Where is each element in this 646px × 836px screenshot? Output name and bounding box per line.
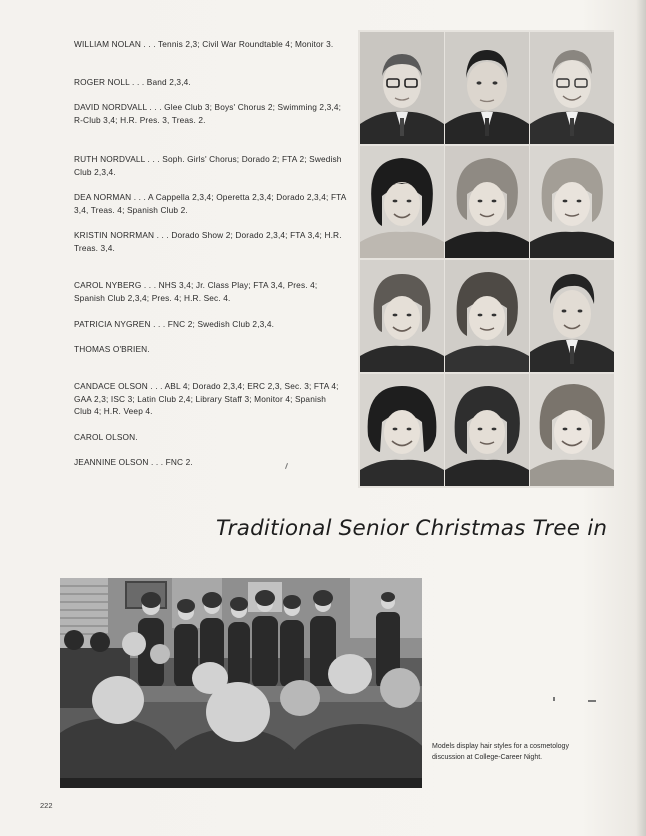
entry-david-nordvall: DAVID NORDVALL . . . Glee Club 3; Boys' Chorus 2; Swimming 2,3,4; R-Club 3,4; H.R. Pres. 3, Treas. 2. bbox=[74, 102, 342, 125]
portrait-photo bbox=[445, 32, 529, 144]
portrait-photo bbox=[360, 146, 444, 258]
entry-candace-olson: CANDACE OLSON . . . ABL 4; Dorado 2,3,4; ERC 2,3, Sec. 3; FTA 4; GAA 2,3; ISC 3; Latin Club 2,4; Library Staff 3; Monitor 4; Spanish Club 4; H.R. Veep 4. bbox=[74, 381, 339, 417]
portrait-photo bbox=[445, 374, 529, 486]
candid-photo bbox=[60, 578, 422, 788]
portrait-photo bbox=[360, 374, 444, 486]
portrait-photo bbox=[445, 260, 529, 372]
entry-william-nolan: WILLIAM NOLAN . . . Tennis 2,3; Civil War Roundtable 4; Monitor 3. bbox=[74, 39, 334, 49]
print-speck bbox=[588, 700, 596, 702]
entry-carol-olson: CAROL OLSON. bbox=[74, 432, 138, 442]
entry-dea-norman: DEA NORMAN . . . A Cappella 2,3,4; Operetta 2,3,4; Dorado 2,3,4; FTA 3,4, Treas. 4; Spanish Club 2. bbox=[74, 192, 346, 215]
binding-shadow bbox=[636, 0, 646, 836]
portrait-photo bbox=[530, 32, 614, 144]
page-number: 222 bbox=[40, 801, 53, 810]
portrait-grid bbox=[358, 30, 614, 488]
entry-kristin-norrman: KRISTIN NORRMAN . . . Dorado Show 2; Dorado 2,3,4; FTA 3,4; H.R. Treas. 3,4. bbox=[74, 230, 342, 253]
photo-caption: Models display hair styles for a cosmetology discussion at College-Career Night. bbox=[432, 743, 569, 761]
entry-roger-noll: ROGER NOLL . . . Band 2,3,4. bbox=[74, 77, 191, 87]
section-headline: Traditional Senior Christmas Tree in bbox=[216, 516, 608, 541]
portrait-photo bbox=[530, 146, 614, 258]
portrait-photo bbox=[530, 260, 614, 372]
entry-carol-nyberg: CAROL NYBERG . . . NHS 3,4; Jr. Class Play; FTA 3,4, Pres. 4; Spanish Club 2,3,4; Pres. 4; H.R. Sec. 4. bbox=[74, 280, 318, 303]
portrait-photo bbox=[360, 32, 444, 144]
portrait-photo bbox=[530, 374, 614, 486]
entry-jeannine-olson: JEANNINE OLSON . . . FNC 2. bbox=[74, 457, 193, 467]
portrait-photo bbox=[445, 146, 529, 258]
portrait-photo bbox=[360, 260, 444, 372]
entry-thomas-obrien: THOMAS O'BRIEN. bbox=[74, 344, 150, 354]
entry-patricia-nygren: PATRICIA NYGREN . . . FNC 2; Swedish Club 2,3,4. bbox=[74, 319, 275, 329]
print-speck bbox=[553, 697, 555, 701]
entry-ruth-nordvall: RUTH NORDVALL . . . Soph. Girls' Chorus; Dorado 2; FTA 2; Swedish Club 2,3,4. bbox=[74, 154, 342, 177]
